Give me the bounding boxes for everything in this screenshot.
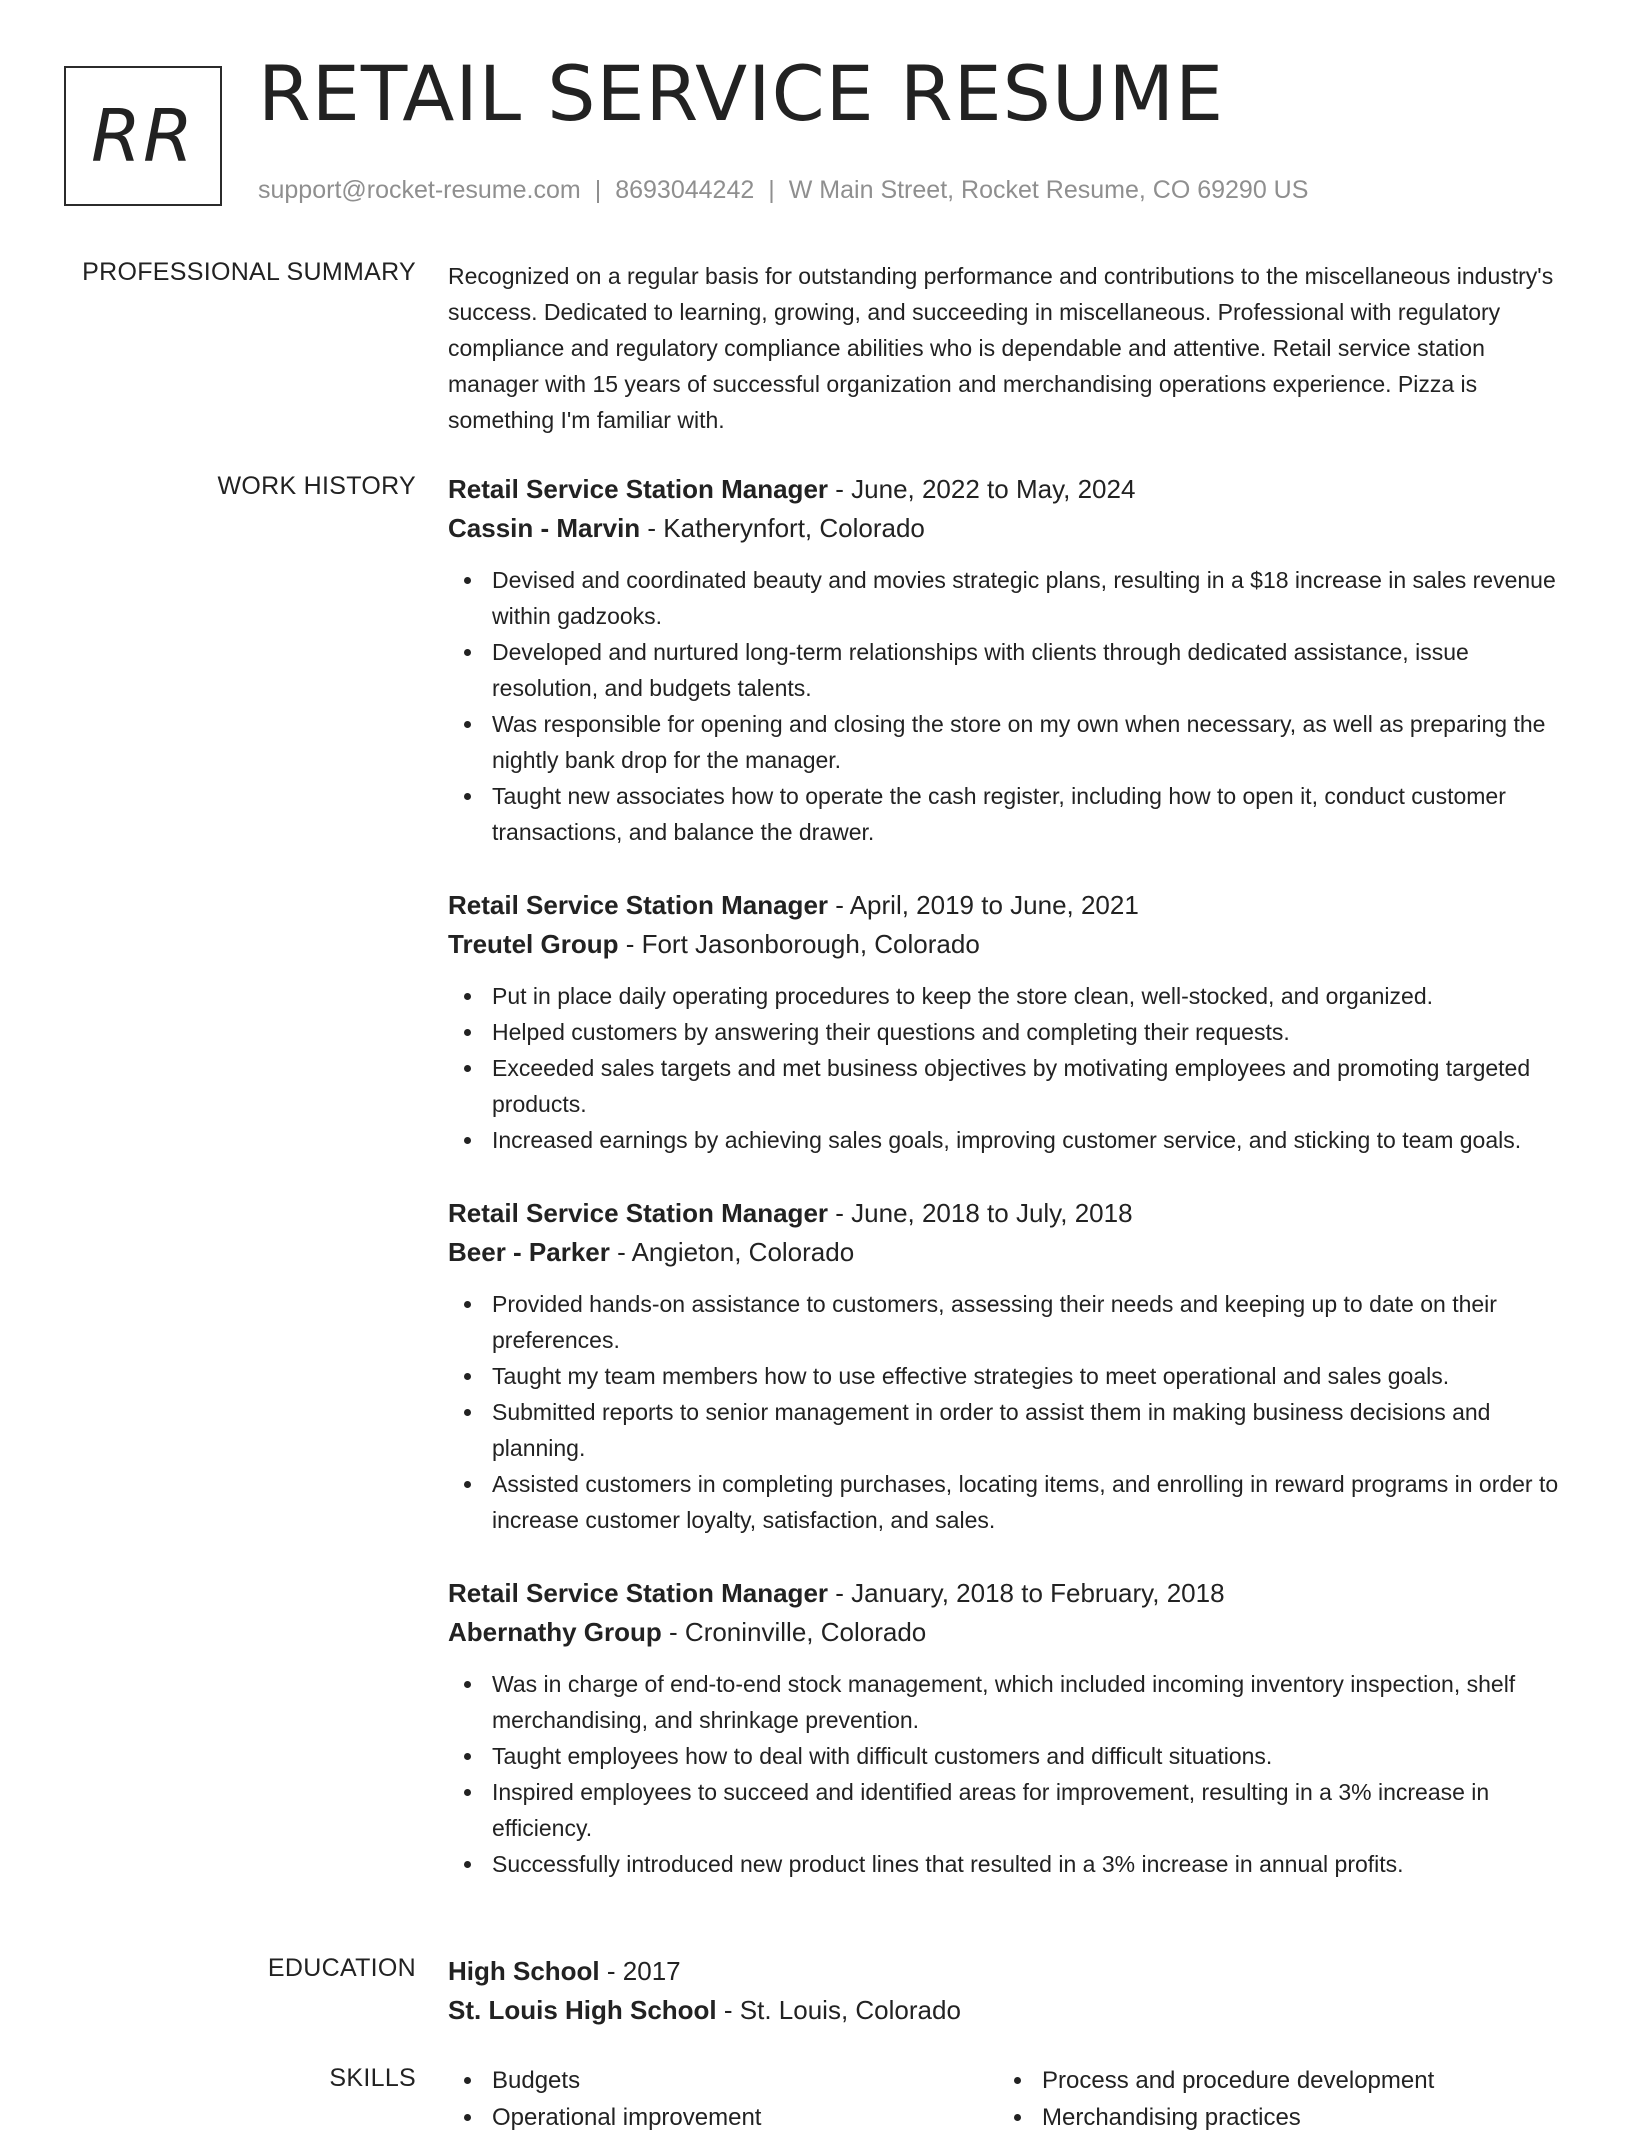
contact-separator: | bbox=[594, 176, 602, 204]
job-bullet: Helped customers by answering their questions and completing their requests. bbox=[448, 1014, 1568, 1050]
job-bullet: Increased earnings by achieving sales goals, improving customer service, and sticking to team goals. bbox=[448, 1122, 1568, 1158]
job-entry bbox=[448, 470, 1568, 850]
job-entry bbox=[448, 1194, 1568, 1538]
job-location: - Angieton, Colorado bbox=[617, 1237, 855, 1267]
skills-grid bbox=[448, 2062, 1568, 2136]
job-bullet: Successfully introduced new product lines that resulted in a 3% increase in annual profits. bbox=[448, 1846, 1568, 1882]
job-bullet: Inspired employees to succeed and identified areas for improvement, resulting in a 3% increase in efficiency. bbox=[448, 1774, 1568, 1846]
job-company-line bbox=[448, 1233, 1568, 1272]
contact-phone: 8693044242 bbox=[615, 176, 755, 204]
job-company: Treutel Group bbox=[448, 929, 619, 959]
job-bullet: Was in charge of end-to-end stock management, which included incoming inventory inspection, shelf merchandising, and shrinkage prevention. bbox=[448, 1666, 1568, 1738]
resume-title: RETAIL SERVICE RESUME bbox=[258, 49, 1225, 138]
contact-email: support@rocket-resume.com bbox=[258, 176, 581, 204]
job-bullet: Put in place daily operating procedures to keep the store clean, well-stocked, and organized. bbox=[448, 978, 1568, 1014]
job-bullet: Taught my team members how to use effective strategies to meet operational and sales goals. bbox=[448, 1358, 1568, 1394]
education-degree: High School bbox=[448, 1956, 600, 1986]
job-title: Retail Service Station Manager bbox=[448, 1578, 829, 1608]
job-title-line bbox=[448, 886, 1568, 925]
job-title: Retail Service Station Manager bbox=[448, 890, 829, 920]
job-bullet: Taught employees how to deal with difficult customers and difficult situations. bbox=[448, 1738, 1568, 1774]
job-bullet: Devised and coordinated beauty and movies strategic plans, resulting in a $18 increase in sales revenue within gadzooks. bbox=[448, 562, 1568, 634]
work-history-body bbox=[448, 470, 1568, 1918]
job-location: - Katherynfort, Colorado bbox=[647, 513, 925, 543]
monogram-logo bbox=[64, 66, 222, 206]
skill-item: Process and procedure development bbox=[998, 2062, 1548, 2099]
education-year: - 2017 bbox=[606, 1956, 681, 1986]
job-bullet: Developed and nurtured long-term relationships with clients through dedicated assistance, issue resolution, and budgets talents. bbox=[448, 634, 1568, 706]
summary-text: Recognized on a regular basis for outstanding performance and contributions to the miscellaneous industry's success. Dedicated to learning, growing, and succeeding in miscellaneous. Professional with regulatory compliance and regulatory compliance abilities who is dependable and attentive. Retail service station manager with 15 years of successful organization and merchandising operations experience. Pizza is something I'm familiar with. bbox=[448, 263, 1554, 433]
skills-column-right bbox=[998, 2062, 1548, 2136]
job-company: Beer - Parker bbox=[448, 1237, 610, 1267]
job-company: Abernathy Group bbox=[448, 1617, 662, 1647]
job-entry bbox=[448, 1574, 1568, 1882]
contact-address: W Main Street, Rocket Resume, CO 69290 US bbox=[788, 176, 1309, 204]
contact-line bbox=[258, 176, 1308, 205]
skills-column-left bbox=[448, 2062, 998, 2136]
job-dates: - June, 2018 to July, 2018 bbox=[835, 1198, 1133, 1228]
job-bullet: Exceeded sales targets and met business objectives by motivating employees and promoting targeted products. bbox=[448, 1050, 1568, 1122]
job-title-line bbox=[448, 1194, 1568, 1233]
job-company-line bbox=[448, 925, 1568, 964]
education-school-line bbox=[448, 1991, 1568, 2030]
job-bullet: Provided hands-on assistance to customers, assessing their needs and keeping up to date on their preferences. bbox=[448, 1286, 1568, 1358]
education-degree-line bbox=[448, 1952, 1568, 1991]
skill-item: Budgets bbox=[448, 2062, 998, 2099]
job-title: Retail Service Station Manager bbox=[448, 474, 829, 504]
job-company: Cassin - Marvin bbox=[448, 513, 641, 543]
education-heading: EDUCATION bbox=[267, 1954, 416, 1982]
job-bullet: Was responsible for opening and closing the store on my own when necessary, as well as preparing the nightly bank drop for the manager. bbox=[448, 706, 1568, 778]
job-title-line bbox=[448, 470, 1568, 509]
job-bullets bbox=[448, 1286, 1568, 1538]
skills-list bbox=[448, 2062, 998, 2136]
summary-body bbox=[448, 258, 1568, 438]
job-bullets bbox=[448, 1666, 1568, 1882]
contact-separator: | bbox=[768, 176, 775, 204]
job-dates: - June, 2022 to May, 2024 bbox=[835, 474, 1136, 504]
monogram-text: RR bbox=[90, 94, 196, 178]
skill-item: Operational improvement bbox=[448, 2099, 998, 2136]
job-title: Retail Service Station Manager bbox=[448, 1198, 829, 1228]
skills-list bbox=[998, 2062, 1548, 2136]
skills-heading: SKILLS bbox=[329, 2064, 416, 2092]
education-school: St. Louis High School bbox=[448, 1995, 717, 2025]
summary-heading: PROFESSIONAL SUMMARY bbox=[82, 258, 416, 286]
job-location: - Croninville, Colorado bbox=[669, 1617, 927, 1647]
job-dates: - January, 2018 to February, 2018 bbox=[835, 1578, 1225, 1608]
job-bullet: Taught new associates how to operate the cash register, including how to open it, conduct customer transactions, and balance the drawer. bbox=[448, 778, 1568, 850]
education-location: - St. Louis, Colorado bbox=[723, 1995, 961, 2025]
job-company-line bbox=[448, 1613, 1568, 1652]
skill-item: Merchandising practices bbox=[998, 2099, 1548, 2136]
job-entry bbox=[448, 886, 1568, 1158]
job-bullet: Assisted customers in completing purchases, locating items, and enrolling in reward programs in order to increase customer loyalty, satisfaction, and sales. bbox=[448, 1466, 1568, 1538]
job-dates: - April, 2019 to June, 2021 bbox=[835, 890, 1139, 920]
job-company-line bbox=[448, 509, 1568, 548]
job-location: - Fort Jasonborough, Colorado bbox=[625, 929, 980, 959]
education-body bbox=[448, 1952, 1568, 2030]
work-history-heading: WORK HISTORY bbox=[217, 472, 416, 500]
skills-body bbox=[448, 2062, 1568, 2136]
job-title-line bbox=[448, 1574, 1568, 1613]
job-bullet: Submitted reports to senior management in order to assist them in making business decisions and planning. bbox=[448, 1394, 1568, 1466]
job-bullets bbox=[448, 562, 1568, 850]
job-bullets bbox=[448, 978, 1568, 1158]
